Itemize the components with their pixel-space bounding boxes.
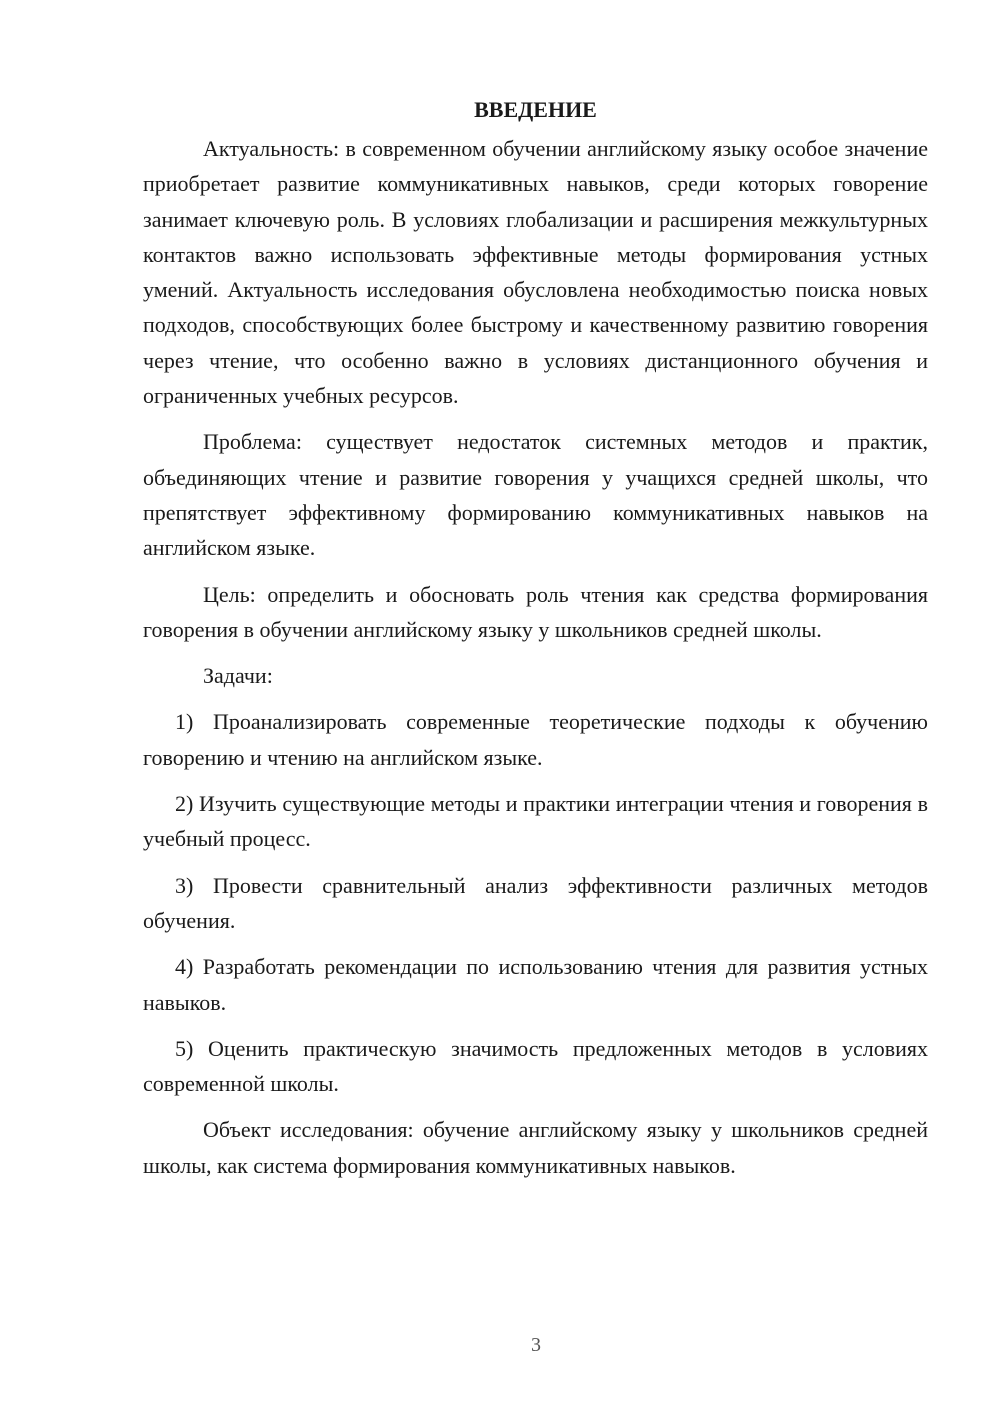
task-item-3: 3) Провести сравнительный анализ эффективности различных методов обучения.: [143, 872, 928, 933]
task-item-2: 2) Изучить существующие методы и практики интеграции чтения и говорения в учебный процесс.: [143, 791, 928, 852]
object-paragraph: Объект исследования: обучение английскому языку у школьников средней школы, как система формирования коммуникативных навыков.: [143, 1117, 928, 1178]
relevance-paragraph: Актуальность: в современном обучении английскому языку особое значение приобретает развитие коммуникативных навыков, среди которых говорение занимает ключевую роль. В условиях глобализации и расширения межкультурных контактов важно использовать эффективные методы формирования устных умений. Актуальность исследования обусловлена необходимостью поиска новых подходов, способствующих более быстрому и качественному развитию говорения через чтение, что особенно важно в условиях дистанционного обучения и ограниченных учебных ресурсов.: [143, 136, 928, 409]
goal-paragraph: Цель: определить и обосновать роль чтения как средства формирования говорения в обучении английскому языку у школьников средней школы.: [143, 581, 928, 642]
task-item-1: 1) Проанализировать современные теоретические подходы к обучению говорению и чтению на английском языке.: [143, 709, 928, 770]
page-number: 3: [531, 1334, 541, 1356]
tasks-label: Задачи:: [203, 663, 273, 689]
problem-paragraph: Проблема: существует недостаток системных методов и практик, объединяющих чтение и развитие говорения у учащихся средней школы, что препятствует эффективному формированию коммуникативных навыков на английском языке.: [143, 429, 928, 561]
task-item-5: 5) Оценить практическую значимость предложенных методов в условиях современной школы.: [143, 1035, 928, 1097]
task-item-4: 4) Разработать рекомендации по использованию чтения для развития устных навыков.: [143, 954, 928, 1015]
section-heading: ВВЕДЕНИЕ: [474, 97, 597, 122]
page-content: [143, 92, 928, 1183]
